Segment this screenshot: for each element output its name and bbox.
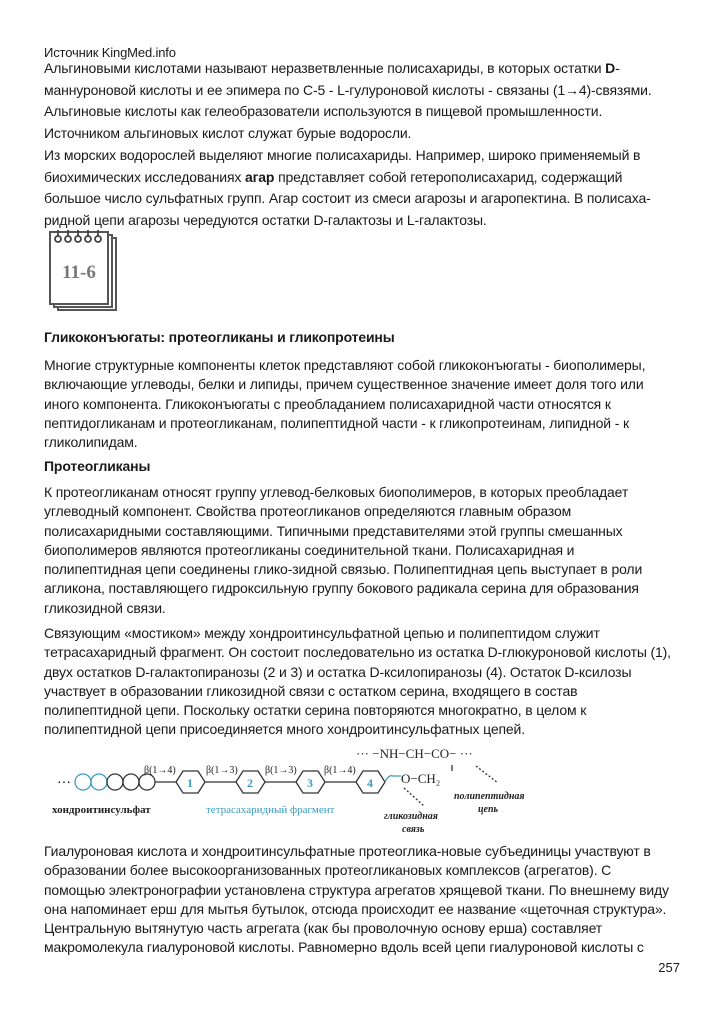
chondroitin-unit [123, 774, 139, 790]
proteoglycan-linkage-diagram [44, 743, 534, 839]
text-line: гликозидной связи. [44, 599, 166, 616]
label-bond: связь [402, 824, 425, 835]
text-line [44, 167, 651, 189]
heading-proteoglycans [44, 456, 150, 478]
text-line: пептидогликанам и протеогликанам, полипептидной части - к гликопротеинам, липидной - к [44, 414, 629, 431]
text-line: полипептидная цепи соединены глико-зидной связью. Полипептидная цепь выступает в роли [44, 561, 643, 578]
text-segment: - [615, 60, 620, 76]
page-number: 257 [658, 960, 680, 975]
text-line: Из морских водорослей выделяют многие полисахариды. Например, широко применяемый в [44, 147, 641, 163]
chondroitin-unit [91, 774, 107, 790]
text-line: она напоминает ерш для мытья бутылок, отсюда происходит ее название «щеточная структура». [44, 900, 667, 917]
bold-term: агар [244, 168, 275, 185]
text-line: помощью электронографии установлена структура агрегатов хрящевой ткани. По внешнему виду [44, 881, 669, 898]
text-line: полипептидной цепи присоединяется много хондроитинсульфатных цепей. [44, 721, 525, 738]
text-line: Многие структурные компоненты клеток представляют собой гликоконъюгаты - биополимеры, [44, 357, 646, 373]
peptide-chain-formula: ··· −NH−CH−CO− ··· [356, 746, 473, 761]
text-line: Центральную вытянутую часть агрегата (как бы проволочную основу ерша) составляет [44, 920, 603, 937]
paragraph-glycoconjugates [44, 356, 645, 452]
text-line: Альгиновые кислоты как гелеобразователи используются в пищевой промышленности. [44, 103, 603, 120]
paragraph-proteoglycans [44, 483, 642, 618]
source-note: Источник KingMed.info [44, 45, 176, 60]
bold-term: D [605, 60, 616, 76]
text-line: образовании более высокоорганизованных протеогликановых комплексов (агрегатов). С [44, 862, 612, 879]
label-polypeptide: полипептидная [454, 791, 525, 802]
label-chondroitin: хондроитинсульфат [52, 804, 151, 816]
bond-label: β(1→4) [324, 765, 356, 776]
text-line: гликолипидам. [44, 434, 138, 451]
text-segment: Альгиновыми кислотами называют неразветвленные полисахариды, в которых остатки [44, 60, 606, 76]
o-ch2-formula: O−CH₂ [401, 771, 441, 786]
text-line: большое число сульфатных групп. Агар состоит из смеси агарозы и агаропектина. В полисаха- [44, 190, 651, 207]
label-tetrasaccharide: тетрасахаридный фрагмент [206, 804, 335, 816]
text-line: иного компонента. Гликоконъюгаты с преобладанием полисахаридной части относятся к [44, 395, 611, 412]
text-line: Гиалуроновая кислота и хондроитинсульфатные протеоглика-новые субъединицы участвуют в [44, 843, 651, 859]
unit-number: 1 [187, 776, 193, 790]
text-line: Источником альгиновых кислот служат бурые водоросли. [44, 124, 412, 141]
paragraph-alginic [44, 58, 652, 144]
unit-number: 3 [307, 776, 313, 790]
bond-label: β(1→4) [144, 765, 176, 776]
chondroitin-unit [139, 774, 155, 790]
text-line: углеводный компонент. Свойства протеогликанов определяются главным образом [44, 503, 572, 520]
unit-number: 2 [247, 776, 253, 790]
paragraph-agar [44, 145, 651, 231]
label-glycosidic: гликозидная [384, 811, 438, 822]
text-line: макромолекула гиалуроновой кислоты. Равномерно вдоль всей цепи гиалуроновой кислоты с [44, 939, 644, 956]
text-segment: биохимических исследованиях [44, 168, 245, 185]
text-line: К протеогликанам относят группу углевод-белковых биополимеров, в которых преобладает [44, 484, 629, 500]
paragraph-tetrasaccharide [44, 624, 671, 740]
text-line [44, 58, 652, 80]
text-line: ридной цепи агарозы чередуются остатки D-галактозы и L-галактозы. [44, 211, 487, 228]
heading-glycoconjugates [44, 327, 395, 349]
icon-label: 11-6 [62, 262, 96, 283]
text-line: двух остатков D-галактопиранозы (2 и 3) и остатка D-ксилопиранозы (4). Остаток D-ксилозы [44, 663, 632, 680]
text-line: маннуроновой кислоты и ее эпимера по С-5 - L-гулуроновой кислоты - связаны (1→4)-связями. [44, 81, 652, 98]
unit-number: 4 [367, 776, 373, 790]
chondroitin-unit [75, 774, 91, 790]
ellipsis: ··· [57, 776, 71, 791]
chondroitin-unit [107, 774, 123, 790]
text-line: полисахаридными составляющими. Типичными представителями этой группы смешанных [44, 522, 623, 539]
text-line: участвует в образовании гликозидной связи с остатком серина, входящего в состав [44, 682, 578, 699]
notepad-icon [48, 228, 120, 314]
text-line: тетрасахаридный фрагмент. Он состоит последовательно из остатка D-глюкуроновой кислоты (1), [44, 644, 671, 661]
text-line: биополимеров являются протеогликаны соединительной ткани. Полисахаридная и [44, 541, 575, 558]
text-line: включающие углеводы, белки и липиды, причем существенное значение имеет доля того или [44, 376, 644, 393]
text-line: агликона, поставляющего гидроксильную группу бокового радикала серина для образования [44, 580, 639, 597]
label-chain: цепь [478, 804, 499, 815]
paragraph-hyaluronic [44, 842, 669, 958]
bond-label: β(1→3) [265, 765, 297, 776]
bond-label: β(1→3) [206, 765, 238, 776]
text-line: Связующим «мостиком» между хондроитинсульфатной цепью и полипептидом служит [44, 625, 600, 641]
text-segment: представляет собой гетерополисахарид, содержащий [274, 168, 623, 185]
text-line: полипептидной цепи. Поскольку остатки серина повторяются многократно, в целом к [44, 702, 587, 719]
text-line: Протеогликаны [44, 458, 151, 474]
text-line: Гликоконъюгаты: протеогликаны и гликопротеины [44, 329, 395, 345]
